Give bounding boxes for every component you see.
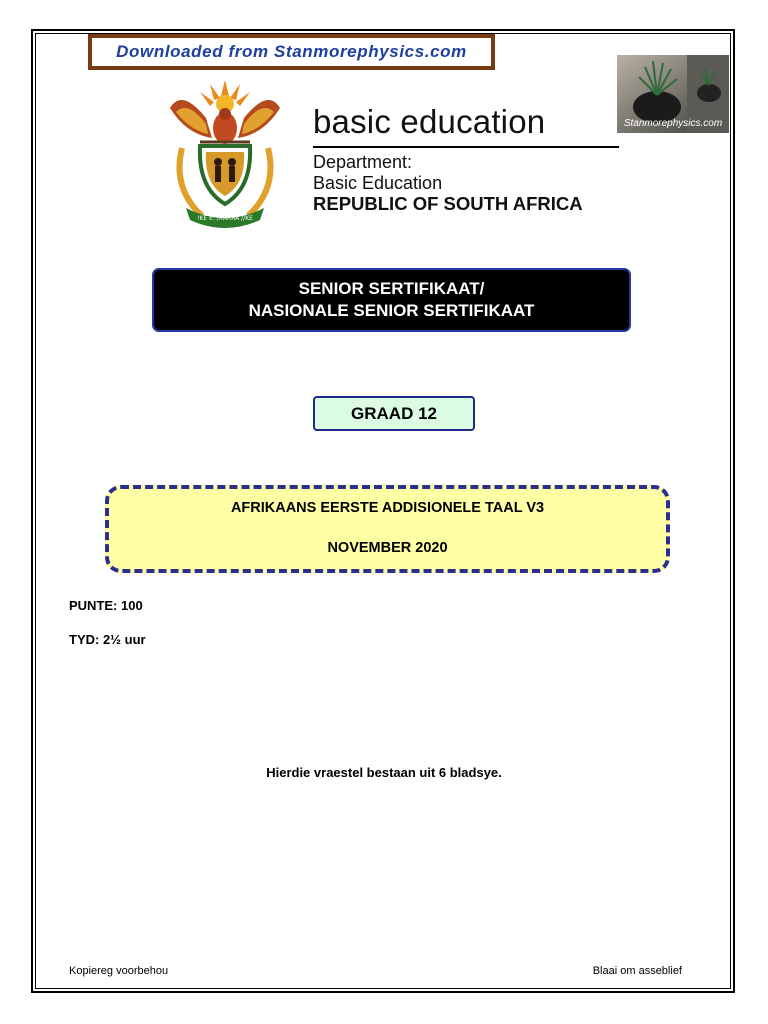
exam-session: NOVEMBER 2020 (327, 540, 448, 556)
department-line-2: Basic Education (313, 173, 443, 193)
brand-title: basic education (313, 103, 546, 140)
download-banner[interactable] (88, 34, 495, 70)
time-label: TYD: 2½ uur (69, 632, 146, 647)
department-line-1: Department: (313, 152, 413, 172)
subject-name: AFRIKAANS EERSTE ADDISIONELE TAAL V3 (230, 500, 545, 516)
brand-divider (313, 146, 619, 148)
coat-of-arms-icon (162, 78, 288, 228)
certificate-line-1: SENIOR SERTIFIKAAT/ (298, 279, 485, 298)
copyright-footer: Kopiereg voorbehou (69, 965, 169, 977)
download-banner-text: Downloaded from Stanmorephysics.com (92, 38, 491, 66)
crest-motto: !KE E: /XARRA //KE (197, 215, 253, 222)
page-count-note: Hierdie vraestel bestaan uit 6 bladsye. (266, 765, 502, 780)
site-logo-photo (617, 55, 729, 133)
turn-over-footer: Blaai om asseblief (592, 965, 682, 977)
grade-badge: GRAAD 12 (313, 396, 475, 431)
certificate-title-box (152, 268, 631, 332)
country-name: REPUBLIC OF SOUTH AFRICA (313, 193, 583, 214)
marks-label: PUNTE: 100 (69, 598, 143, 613)
department-name (313, 152, 442, 194)
subject-box (105, 485, 670, 573)
certificate-line-2: NASIONALE SENIOR SERTIFIKAAT (248, 301, 535, 320)
photo-caption: Stanmorephysics.com (623, 118, 723, 129)
